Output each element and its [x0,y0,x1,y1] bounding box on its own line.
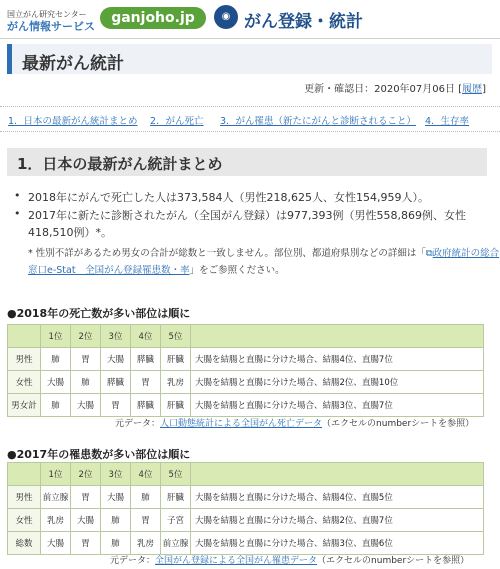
table-cell: 膵臓 [101,371,131,394]
toc-link-summary[interactable]: 1．日本の最新がん統計まとめ [8,116,138,127]
update-date-text: 更新・確認日：2020年07月06日 [ [304,84,463,95]
ganjoho-logo[interactable]: ganjoho.jp [100,7,206,29]
table-cell: 乳房 [161,371,191,394]
table-cell: 大腸 [101,486,131,509]
table-cell: 肺 [101,532,131,555]
org-name: 国立がん研究センター [7,10,87,19]
column-header [8,325,41,348]
table-cell: 肝臓 [161,486,191,509]
column-header: 4位 [131,463,161,486]
page-title: 最新がん統計 [22,54,124,74]
mortality-table [7,324,484,417]
table-cell: 胃 [101,394,131,417]
table-cell: 膵臓 [131,348,161,371]
table-cell: 肺 [41,348,71,371]
emblem-icon: ◉ [214,5,238,29]
bullet-text: 2017年に新たに診断されたがん（全国がん登録）は977,393例（男性558,869例、女性 [28,209,466,222]
toc-link-incidence[interactable]: 3．がん罹患（新たにがんと診断されること） [220,116,417,127]
table-cell: 乳房 [131,532,161,555]
table-cell: 肝臓 [161,348,191,371]
table-cell: 大腸 [41,532,71,555]
row-label: 女性 [8,371,41,394]
table-header-row [8,463,484,486]
row-label: 女性 [8,509,41,532]
footnote [28,245,499,259]
table-cell: 膵臓 [131,394,161,417]
column-header: 5位 [161,325,191,348]
table-row [8,394,484,417]
mortality-source [115,416,474,429]
table-cell: 胃 [71,486,101,509]
table-cell: 肝臓 [161,394,191,417]
update-date [304,80,486,95]
estat-link[interactable]: 政府統計の総合 [432,248,500,259]
table-cell: 肺 [101,509,131,532]
mortality-heading: ●2018年の死亡数が多い部位は順に [7,307,191,320]
table-note-cell: 大腸を結腸と直腸に分けた場合、結腸2位、直腸7位 [191,509,484,532]
incidence-source [110,553,469,566]
bullet-text: 418,510例）*。 [28,226,112,239]
column-header [8,463,41,486]
table-cell: 大腸 [101,348,131,371]
row-label: 総数 [8,532,41,555]
table-of-contents [0,106,500,132]
column-header: 1位 [41,463,71,486]
table-note-cell: 大腸を結腸と直腸に分けた場合、結腸4位、直腸7位 [191,348,484,371]
table-cell: 胃 [71,348,101,371]
incidence-data-link[interactable]: 全国がん登録による全国がん罹患データ [155,556,318,566]
table-row [8,509,484,532]
table-cell: 前立腺 [41,486,71,509]
external-link-icon: ⧉ [425,248,433,259]
source-label: 元データ： [115,419,161,429]
column-header: 2位 [71,463,101,486]
table-row [8,371,484,394]
table-cell: 大腸 [41,371,71,394]
site-header [0,0,500,38]
section-title: 1．日本の最新がん統計まとめ [17,155,223,173]
table-cell: 肺 [41,394,71,417]
table-cell: 前立腺 [161,532,191,555]
table-header-row [8,325,484,348]
bullet-dot: • [14,207,21,220]
table-cell: 胃 [71,532,101,555]
table-row [8,486,484,509]
footnote-text: * 性別不詳があるため男女の合計が総数と一致しません。部位別、都道府県別などの詳細は「 [28,248,426,259]
table-cell: 胃 [131,509,161,532]
table-cell: 肺 [131,486,161,509]
row-label: 男女計 [8,394,41,417]
table-row [8,348,484,371]
bullet-dot: • [14,189,21,202]
toc-link-mortality[interactable]: 2．がん死亡 [150,116,204,127]
column-header [191,325,484,348]
source-note: （エクセルのnumberシートを参照） [317,556,470,566]
update-date-close: ] [482,84,486,95]
service-name[interactable]: がん情報サービス [7,20,95,33]
mortality-data-link[interactable]: 人口動態統計による全国がん死亡データ [160,419,323,429]
table-cell: 肺 [71,371,101,394]
column-header [191,463,484,486]
table-cell: 大腸 [71,394,101,417]
column-header: 5位 [161,463,191,486]
row-label: 男性 [8,486,41,509]
table-cell: 大腸 [71,509,101,532]
source-label: 元データ： [110,556,156,566]
header-divider [0,38,500,39]
column-header: 3位 [101,325,131,348]
bullet-text: 2018年にがんで死亡した人は373,584人（男性218,625人、女性154,959人）。 [28,191,429,204]
source-note: （エクセルのnumberシートを参照） [322,419,475,429]
footnote-text-end: 」をご参照ください。 [189,265,285,276]
table-note-cell: 大腸を結腸と直腸に分けた場合、結腸3位、直腸7位 [191,394,484,417]
history-link[interactable]: 履歴 [462,84,483,95]
table-row [8,532,484,555]
page-title-bar [7,44,492,74]
table-note-cell: 大腸を結腸と直腸に分けた場合、結腸2位、直腸10位 [191,371,484,394]
row-label: 男性 [8,348,41,371]
table-cell: 乳房 [41,509,71,532]
section-header [7,148,487,176]
incidence-heading: ●2017年の罹患数が多い部位は順に [7,448,191,461]
table-cell: 胃 [131,371,161,394]
column-header: 2位 [71,325,101,348]
toc-link-survival[interactable]: 4．生存率 [425,116,470,127]
table-note-cell: 大腸を結腸と直腸に分けた場合、結腸3位、直腸6位 [191,532,484,555]
column-header: 3位 [101,463,131,486]
footnote-line2 [28,262,285,276]
incidence-table [7,462,484,555]
column-header: 4位 [131,325,161,348]
column-header: 1位 [41,325,71,348]
estat-incidence-link[interactable]: 窓口e-Stat 全国がん登録罹患数・率 [28,265,190,276]
table-note-cell: 大腸を結腸と直腸に分けた場合、結腸4位、直腸5位 [191,486,484,509]
site-title[interactable]: がん登録・統計 [244,12,363,32]
table-cell: 子宮 [161,509,191,532]
